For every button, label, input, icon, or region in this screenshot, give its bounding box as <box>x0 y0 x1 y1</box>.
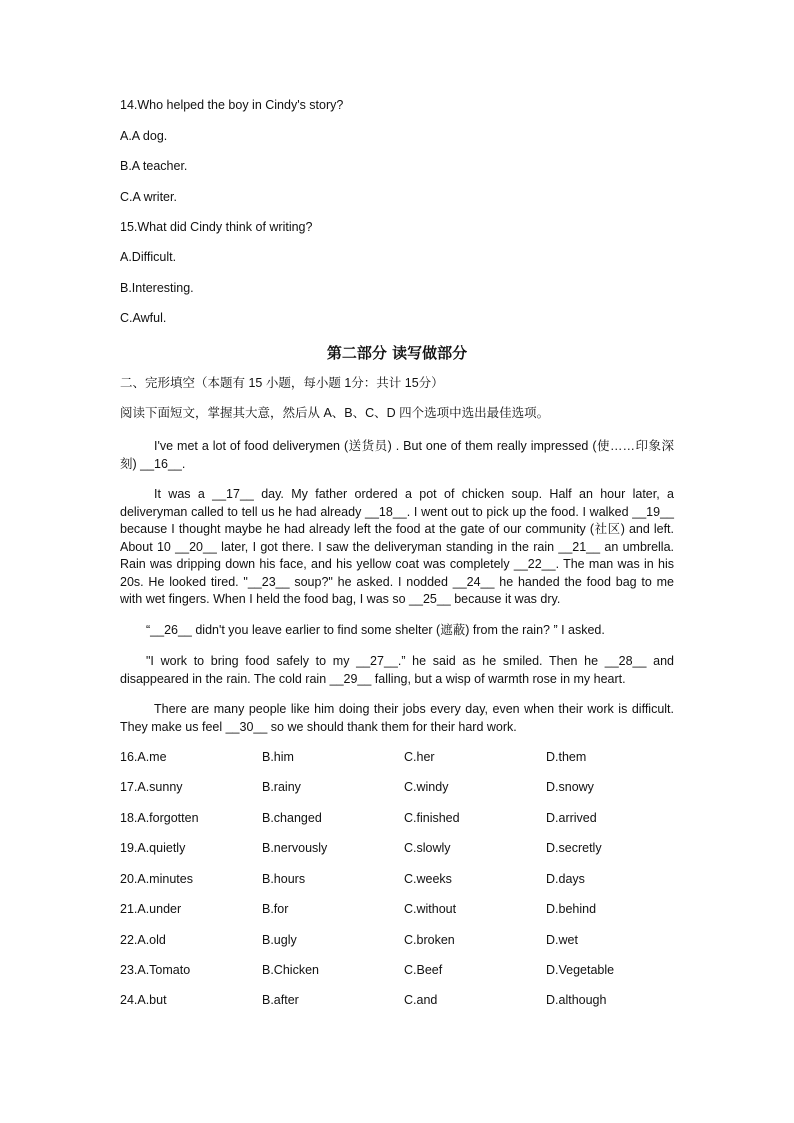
options-row-18 <box>120 810 680 826</box>
option-19-b: B.nervously <box>262 841 328 855</box>
option-22-a: 22.A.old <box>120 933 166 947</box>
option-20-c: C.weeks <box>404 872 452 886</box>
question-15-option-a: A.Difficult. <box>120 250 177 264</box>
option-22-b: B.ugly <box>262 933 297 947</box>
option-24-b: B.after <box>262 993 299 1007</box>
question-14-option-c: C.A writer. <box>120 190 177 204</box>
options-row-16 <box>120 749 680 765</box>
option-24-c: C.and <box>404 993 438 1007</box>
option-21-b: B.for <box>262 902 289 916</box>
option-18-a: 18.A.forgotten <box>120 811 199 825</box>
option-24-a: 24.A.but <box>120 993 167 1007</box>
passage-paragraph-5: There are many people like him doing their jobs every day, even when their work is difficult. They make us feel __30__ so we should thank them for their hard work. <box>120 702 674 734</box>
option-23-d: D.Vegetable <box>546 963 615 977</box>
passage-paragraph-4: "I work to bring food safely to my __27__.” he said as he smiled. Then he __28__ and disappeared in the rain. The cold rain __29__ falling, but a wisp of warmth rose in my heart. <box>120 654 674 686</box>
options-row-20 <box>120 871 680 887</box>
question-14: 14.Who helped the boy in Cindy's story? <box>120 98 344 112</box>
option-22-c: C.broken <box>404 933 455 947</box>
option-21-c: C.without <box>404 902 457 916</box>
option-21-d: D.behind <box>546 902 597 916</box>
options-row-24 <box>120 992 680 1008</box>
option-16-b: B.him <box>262 750 294 764</box>
section-title: 第二部分 读写做部分 <box>326 344 468 362</box>
passage-paragraph-3: “__26__ didn't you leave earlier to find some shelter (遮蔽) from the rain? ” I asked. <box>146 623 605 637</box>
option-17-b: B.rainy <box>262 780 301 794</box>
option-18-c: C.finished <box>404 811 460 825</box>
cloze-header: 二、完形填空（本题有 15 小题，每小题 1分：共计 15分） <box>120 376 444 390</box>
option-16-c: C.her <box>404 750 435 764</box>
option-19-c: C.slowly <box>404 841 451 855</box>
question-15: 15.What did Cindy think of writing? <box>120 220 313 234</box>
option-19-a: 19.A.quietly <box>120 841 186 855</box>
option-16-d: D.them <box>546 750 587 764</box>
option-21-a: 21.A.under <box>120 902 182 916</box>
question-14-option-b: B.A teacher. <box>120 159 188 173</box>
options-row-21 <box>120 901 680 917</box>
options-row-22 <box>120 932 680 948</box>
option-18-b: B.changed <box>262 811 322 825</box>
option-20-b: B.hours <box>262 872 306 886</box>
question-14-option-a: A.A dog. <box>120 129 168 143</box>
option-19-d: D.secretly <box>546 841 602 855</box>
option-23-b: B.Chicken <box>262 963 319 977</box>
option-17-a: 17.A.sunny <box>120 780 183 794</box>
passage-paragraph-2: It was a __17__ day. My father ordered a pot of chicken soup. Half an hour later, a deliveryman called to tell us he had already __18__. I went out to pick up the food. I walked __19__ because I thought maybe he had already left the food at the gate of our community (社区) and left. About 10 __20__ later, I got there. I saw the deliveryman standing in the rain __21__ an umbrella. Rain was dripping down his face, and his yellow coat was completely __22__. The man was in his 20s. He looked tired. "__23__ soup?" he asked. I nodded __24__ he handed the food bag to me with wet fingers. When I held the food bag, I was so __25__ because it was dry. <box>120 487 674 606</box>
option-23-c: C.Beef <box>404 963 443 977</box>
option-24-d: D.although <box>546 993 607 1007</box>
question-15-option-c: C.Awful. <box>120 311 167 325</box>
options-row-19 <box>120 840 680 856</box>
option-17-d: D.snowy <box>546 780 594 794</box>
option-18-d: D.arrived <box>546 811 597 825</box>
cloze-instructions: 阅读下面短文，掌握其大意，然后从 A、B、C、D 四个选项中选出最佳选项。 <box>120 406 550 420</box>
options-row-23 <box>120 962 680 978</box>
option-20-a: 20.A.minutes <box>120 872 193 886</box>
option-20-d: D.days <box>546 872 585 886</box>
passage-paragraph-1: I've met a lot of food deliverymen (送货员) . But one of them really impressed (使……印象深刻) __16__. <box>120 439 674 471</box>
option-22-d: D.wet <box>546 933 578 947</box>
option-17-c: C.windy <box>404 780 449 794</box>
option-23-a: 23.A.Tomato <box>120 963 191 977</box>
option-16-a: 16.A.me <box>120 750 167 764</box>
question-15-option-b: B.Interesting. <box>120 281 194 295</box>
options-row-17 <box>120 779 680 795</box>
